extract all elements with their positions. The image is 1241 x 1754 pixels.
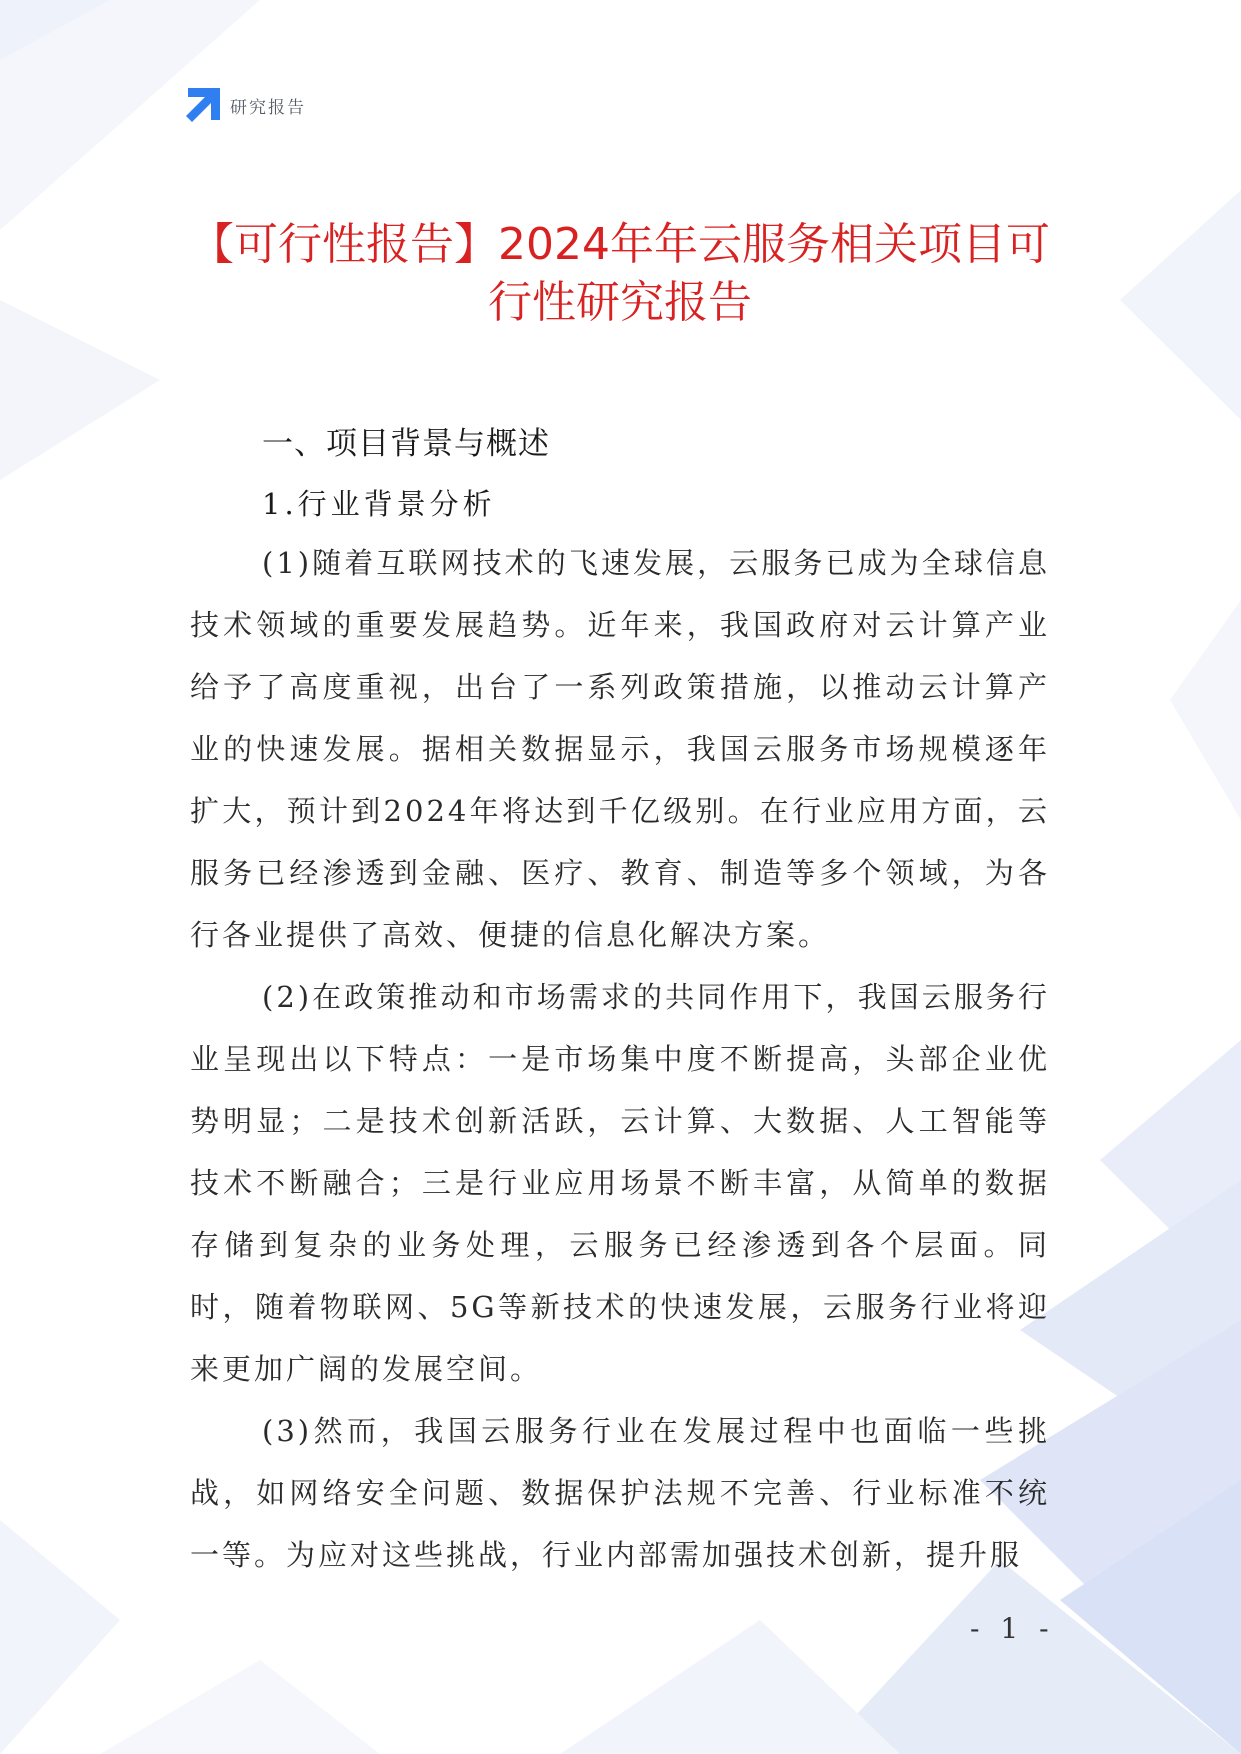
paragraph-3: (3)然而，我国云服务行业在发展过程中也面临一些挑战，如网络安全问题、数据保护法规不完善、行业标准不统一等。为应对这些挑战，行业内部需加强技术创新，提升服 xyxy=(190,1414,1050,1572)
document-header xyxy=(186,88,306,122)
subsection-heading: 1.行业背景分析 xyxy=(262,487,496,521)
header-label: 研究报告 xyxy=(230,97,306,118)
paragraph-1: (1)随着互联网技术的飞速发展，云服务已成为全球信息技术领域的重要发展趋势。近年来，我国政府对云计算产业给予了高度重视，出台了一系列政策措施，以推动云计算产业的快速发展。据相关数据显示，我国云服务市场规模逐年扩大，预计到2024年将达到千亿级别。在行业应用方面，云服务已经渗透到金融、医疗、教育、制造等多个领域，为各行各业提供了高效、便捷的信息化解决方案。 xyxy=(190,546,1050,952)
section-heading: 一、项目背景与概述 xyxy=(262,426,550,462)
document-title: 【可行性报告】2024年年云服务相关项目可行性研究报告 xyxy=(190,219,1050,328)
paragraph-2: (2)在政策推动和市场需求的共同作用下，我国云服务行业呈现出以下特点：一是市场集中度不断提高，头部企业优势明显；二是技术创新活跃，云计算、大数据、人工智能等技术不断融合；三是行业应用场景不断丰富，从简单的数据存储到复杂的业务处理，云服务已经渗透到各个层面。同时，随着物联网、5G等新技术的快速发展，云服务行业将迎来更加广阔的发展空间。 xyxy=(190,980,1050,1386)
arrow-up-right-icon xyxy=(186,88,220,122)
page-number: - 1 - xyxy=(970,1612,1055,1645)
